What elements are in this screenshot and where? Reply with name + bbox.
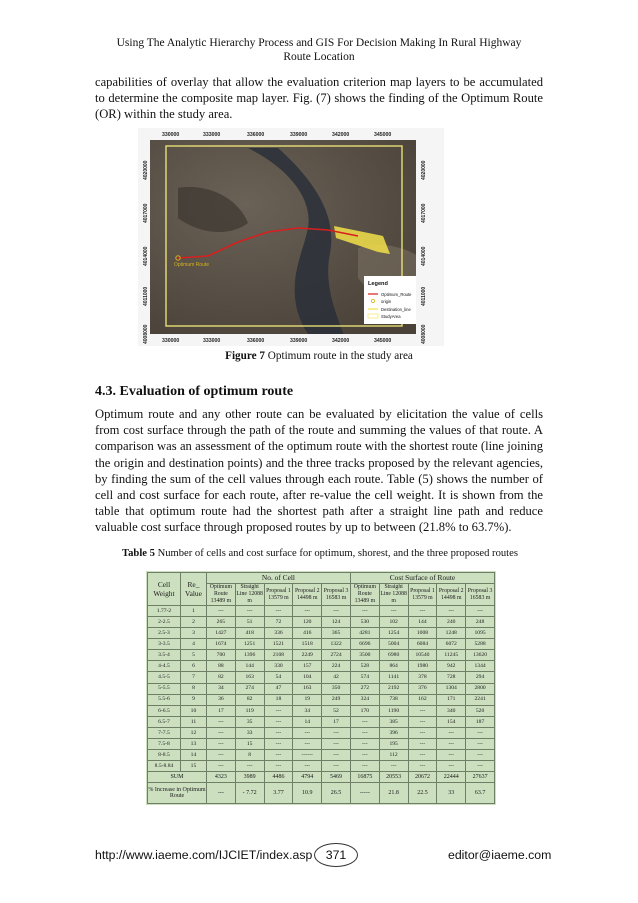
increase-cell: 21.8 <box>379 783 408 804</box>
table-cell: 6696 <box>350 639 379 650</box>
table-cell: 119 <box>235 705 264 716</box>
table-cell: 6084 <box>408 639 437 650</box>
table-cell: --- <box>350 761 379 772</box>
table-cell: 942 <box>437 661 466 672</box>
table-cell: 2241 <box>466 694 495 705</box>
table-cell: 6980 <box>379 650 408 661</box>
table-cell: 14 <box>293 716 322 727</box>
table-cell: --- <box>206 750 235 761</box>
table-cell: 82 <box>206 672 235 683</box>
table-cell: --- <box>264 606 293 617</box>
table-cell: 163 <box>235 672 264 683</box>
table-5-caption <box>85 548 555 559</box>
table-cell: --- <box>322 606 351 617</box>
map-x-tick: 330000 <box>162 338 180 344</box>
table-cell: 1190 <box>379 705 408 716</box>
legend-item: Optimum_Route <box>381 292 412 297</box>
map-legend <box>364 276 416 324</box>
sum-cell: 4794 <box>293 772 322 783</box>
table-cell: 8.5-8.84 <box>148 761 181 772</box>
table-cell: --- <box>437 761 466 772</box>
table-cell: 11 <box>180 716 206 727</box>
map-y-tick: 4011000 <box>421 286 427 306</box>
table-cell: 6.5-7 <box>148 716 181 727</box>
table-cell: 157 <box>293 661 322 672</box>
col-header-re-value: Re_ Value <box>180 573 206 606</box>
group-header-no-of-cell: No. of Cell <box>206 573 350 584</box>
table-cell: --- <box>350 750 379 761</box>
table-cell: 14 <box>180 750 206 761</box>
table-cell: --- <box>379 606 408 617</box>
table-row <box>148 639 495 650</box>
table-sum-row <box>148 772 495 783</box>
map-y-tick: 4008000 <box>143 324 149 344</box>
table-cell: --- <box>408 606 437 617</box>
table-cell: --- <box>379 761 408 772</box>
table-cell: 350 <box>322 683 351 694</box>
table-cell: 365 <box>322 628 351 639</box>
map-x-tick: 342000 <box>332 132 350 138</box>
col-header: Optimum Route 13489 m <box>350 584 379 606</box>
table-cell: 162 <box>408 694 437 705</box>
col-header: Proposal 3 16583 m <box>322 584 351 606</box>
table-cell: 5-5.5 <box>148 683 181 694</box>
table-cell: 13620 <box>466 650 495 661</box>
table-row <box>148 661 495 672</box>
increase-label: % Increase in Optimum Route <box>148 783 207 804</box>
table-cell: 36 <box>206 694 235 705</box>
table-cell: 1396 <box>235 650 264 661</box>
table-cell: 187 <box>466 716 495 727</box>
table-cell: 11245 <box>437 650 466 661</box>
table-cell: 15 <box>180 761 206 772</box>
table-cell: 272 <box>350 683 379 694</box>
table-cell: 530 <box>350 617 379 628</box>
table-cell: 2 <box>180 617 206 628</box>
table-cell: --- <box>466 727 495 738</box>
table-cell: 7.5-8 <box>148 738 181 749</box>
table-cell: --- <box>264 750 293 761</box>
table-cell: 8 <box>180 683 206 694</box>
sum-cell: 3989 <box>235 772 264 783</box>
table-cell: 336 <box>264 628 293 639</box>
table-cell: 249 <box>322 694 351 705</box>
table-cell: 1322 <box>322 639 351 650</box>
figure-7-caption-text: Optimum route in the study area <box>265 350 413 362</box>
increase-cell: 26.5 <box>322 783 351 804</box>
table-cell: 2724 <box>322 650 351 661</box>
table-cell: --- <box>206 727 235 738</box>
table-row <box>148 761 495 772</box>
table-cell: 6-6.5 <box>148 705 181 716</box>
table-cell: --- <box>264 738 293 749</box>
table-cell: 82 <box>235 694 264 705</box>
table-cell: 324 <box>350 694 379 705</box>
table-cell: 2192 <box>379 683 408 694</box>
table-cell: --- <box>437 606 466 617</box>
sum-cell: 16875 <box>350 772 379 783</box>
table-cell: 2800 <box>466 683 495 694</box>
map-x-tick: 330000 <box>162 132 180 138</box>
table-cell: 1 <box>180 606 206 617</box>
table-cell: --- <box>206 716 235 727</box>
table-5-grid <box>147 572 495 804</box>
map-x-tick: 345000 <box>374 338 392 344</box>
table-cell: 8 <box>235 750 264 761</box>
table-cell: 35 <box>235 716 264 727</box>
table-cell: 2-2.5 <box>148 617 181 628</box>
table-5-body <box>148 606 495 804</box>
table-cell: 700 <box>206 650 235 661</box>
table-cell: 5288 <box>466 639 495 650</box>
sum-cell: 20553 <box>379 772 408 783</box>
table-cell: 13 <box>180 738 206 749</box>
col-header: Proposal 1 13579 m <box>408 584 437 606</box>
table-cell: --- <box>408 705 437 716</box>
table-cell: 102 <box>379 617 408 628</box>
table-cell: --- <box>350 738 379 749</box>
map-x-tick: 336000 <box>247 132 265 138</box>
table-cell: ------ <box>293 750 322 761</box>
table-cell: --- <box>293 606 322 617</box>
table-cell: --- <box>206 606 235 617</box>
table-cell: 4281 <box>350 628 379 639</box>
table-cell: 1304 <box>437 683 466 694</box>
table-cell: --- <box>322 761 351 772</box>
table-cell: 6 <box>180 661 206 672</box>
increase-cell: 22.5 <box>408 783 437 804</box>
table-cell: 18 <box>264 694 293 705</box>
col-header: Proposal 1 13579 m <box>264 584 293 606</box>
figure-7-label: Figure 7 <box>225 350 265 362</box>
table-cell: --- <box>408 761 437 772</box>
running-header-line-1: Using The Analytic Hierarchy Process and GIS For Decision Making In Rural Highway <box>116 37 522 49</box>
table-cell: 3 <box>180 628 206 639</box>
map-x-tick: 339000 <box>290 132 308 138</box>
map-y-tick: 4008000 <box>421 324 427 344</box>
legend-item: StudyArea <box>381 314 401 319</box>
table-cell: --- <box>293 727 322 738</box>
table-cell: 1095 <box>466 628 495 639</box>
table-cell: --- <box>437 750 466 761</box>
table-cell: 9 <box>180 694 206 705</box>
sum-cell: 4323 <box>206 772 235 783</box>
table-row <box>148 683 495 694</box>
table-cell: 5.5-6 <box>148 694 181 705</box>
table-row <box>148 727 495 738</box>
table-cell: 418 <box>235 628 264 639</box>
col-header: Proposal 3 16583 m <box>466 584 495 606</box>
table-cell: --- <box>408 727 437 738</box>
map-y-tick: 4020000 <box>143 160 149 180</box>
sum-label: SUM <box>148 772 207 783</box>
table-cell: 124 <box>322 617 351 628</box>
table-cell: 240 <box>437 617 466 628</box>
increase-cell: 33 <box>437 783 466 804</box>
footer-email: editor@iaeme.com <box>448 848 552 862</box>
table-cell: --- <box>322 750 351 761</box>
table-row <box>148 694 495 705</box>
table-cell: 274 <box>235 683 264 694</box>
section-heading: 4.3. Evaluation of optimum route <box>95 384 294 399</box>
table-row <box>148 716 495 727</box>
legend-item: origin <box>381 299 392 304</box>
table-cell: 72 <box>264 617 293 628</box>
table-cell: --- <box>350 716 379 727</box>
table-cell: --- <box>322 727 351 738</box>
table-cell: 3-3.5 <box>148 639 181 650</box>
table-cell: 528 <box>350 661 379 672</box>
table-cell: 574 <box>350 672 379 683</box>
table-cell: 7 <box>180 672 206 683</box>
table-cell: 294 <box>466 672 495 683</box>
table-cell: 520 <box>466 705 495 716</box>
table-cell: 52 <box>322 705 351 716</box>
table-cell: --- <box>466 606 495 617</box>
col-header: Straight Line 12088 m <box>236 584 263 604</box>
table-cell: --- <box>206 738 235 749</box>
map-x-tick: 342000 <box>332 338 350 344</box>
table-cell: 47 <box>264 683 293 694</box>
table-cell: --- <box>466 750 495 761</box>
map-y-tick: 4020000 <box>421 160 427 180</box>
table-cell: 340 <box>437 705 466 716</box>
figure-7-map <box>138 128 444 346</box>
col-header: Proposal 2 14498 m <box>293 584 322 606</box>
table-cell: 1427 <box>206 628 235 639</box>
table-cell: 1248 <box>437 628 466 639</box>
table-row <box>148 705 495 716</box>
table-cell: 17 <box>206 705 235 716</box>
table-cell: 1521 <box>264 639 293 650</box>
table-cell: 376 <box>408 683 437 694</box>
table-row <box>148 628 495 639</box>
table-cell: 19 <box>293 694 322 705</box>
table-cell: --- <box>350 727 379 738</box>
table-cell: 112 <box>379 750 408 761</box>
body-paragraph: Optimum route and any other route can be evaluated by elicitation the value of cells from cost surface through the path of the route and summing the values of that route. A comparison was an assessment of the optimum route with the shortest route (line joining the origin and destination points) and the three tracks proposed by the relevant agencies, by finding the sum of the cell values through each route. Table (5) shows the number of cell and cost surface for each route, after re-value the cell weight. It is shown from the table that optimum route had the shortest path after a straight line path and reduce valuable cost surface through proposed routes by up to between (21.8% to 63.7%). <box>95 407 543 535</box>
map-x-tick: 345000 <box>374 132 392 138</box>
sum-cell: 20672 <box>408 772 437 783</box>
table-cell: 42 <box>322 672 351 683</box>
table-row <box>148 750 495 761</box>
table-cell: 416 <box>293 628 322 639</box>
table-cell: --- <box>264 705 293 716</box>
table-cell: 728 <box>437 672 466 683</box>
table-cell: --- <box>264 761 293 772</box>
table-cell: 54 <box>264 672 293 683</box>
table-cell: 385 <box>379 716 408 727</box>
table-cell: 34 <box>293 705 322 716</box>
table-cell: 6072 <box>437 639 466 650</box>
map-y-tick: 4017000 <box>143 203 149 223</box>
legend-item: Destination_line <box>381 307 411 312</box>
table-cell: 144 <box>408 617 437 628</box>
table-cell: 864 <box>379 661 408 672</box>
table-cell: 1251 <box>235 639 264 650</box>
table-cell: 265 <box>206 617 235 628</box>
table-cell: 171 <box>437 694 466 705</box>
footer-url: http://www.iaeme.com/IJCIET/index.asp <box>95 848 313 862</box>
table-cell: 33 <box>235 727 264 738</box>
running-header-line-2: Route Location <box>283 51 355 63</box>
table-row <box>148 606 495 617</box>
table-cell: --- <box>466 738 495 749</box>
table-cell: --- <box>322 738 351 749</box>
table-cell: 2108 <box>264 650 293 661</box>
table-cell: 15 <box>235 738 264 749</box>
table-cell: 88 <box>206 661 235 672</box>
col-header-cell-weight: Cell Weight <box>148 573 181 606</box>
table-row <box>148 650 495 661</box>
table-cell: 104 <box>293 672 322 683</box>
increase-cell: 10.9 <box>293 783 322 804</box>
table-cell: --- <box>408 738 437 749</box>
table-cell: --- <box>350 606 379 617</box>
intro-paragraph: capabilities of overlay that allow the evaluation criterion map layers to be accumulated to determine the composite map layer. Fig. (7) shows the finding of the Optimum Route (OR) within the study area. <box>95 75 543 122</box>
table-cell: 1008 <box>408 628 437 639</box>
table-cell: 4.5-5 <box>148 672 181 683</box>
table-cell: --- <box>437 738 466 749</box>
table-cell: 1674 <box>206 639 235 650</box>
table-increase-row <box>148 783 495 804</box>
table-cell: 163 <box>293 683 322 694</box>
table-cell: 4 <box>180 639 206 650</box>
table-cell: --- <box>466 761 495 772</box>
table-cell: 144 <box>235 661 264 672</box>
table-cell: 154 <box>437 716 466 727</box>
sum-cell: 5469 <box>322 772 351 783</box>
sum-cell: 22444 <box>437 772 466 783</box>
table-row <box>148 672 495 683</box>
sum-cell: 4486 <box>264 772 293 783</box>
table-cell: 34 <box>206 683 235 694</box>
table-cell: 12 <box>180 727 206 738</box>
table-cell: 5004 <box>379 639 408 650</box>
table-cell: 1518 <box>293 639 322 650</box>
running-header <box>60 36 578 64</box>
table-cell: 51 <box>235 617 264 628</box>
increase-cell: --- <box>206 783 235 804</box>
page-number: 371 <box>314 843 358 867</box>
sum-cell: 27637 <box>466 772 495 783</box>
table-5-caption-text: Number of cells and cost surface for optimum, shorest, and the three proposed routes <box>154 548 518 559</box>
table-cell: --- <box>264 727 293 738</box>
map-y-tick: 4014000 <box>421 246 427 266</box>
table-cell: 396 <box>379 727 408 738</box>
table-cell: 1.77-2 <box>148 606 181 617</box>
table-cell: 2249 <box>293 650 322 661</box>
table-row <box>148 738 495 749</box>
increase-cell: ----- <box>350 783 379 804</box>
map-svg <box>138 128 444 346</box>
table-cell: 195 <box>379 738 408 749</box>
table-cell: 2.5-3 <box>148 628 181 639</box>
col-header: Straight Line 12088 m <box>380 584 407 604</box>
table-cell: 1980 <box>408 661 437 672</box>
table-cell: --- <box>235 606 264 617</box>
table-5-label: Table 5 <box>122 548 155 559</box>
col-header: Proposal 2 14498 m <box>437 584 466 606</box>
table-cell: 224 <box>322 661 351 672</box>
table-cell: 7-7.5 <box>148 727 181 738</box>
increase-cell: 3.77 <box>264 783 293 804</box>
table-cell: 17 <box>322 716 351 727</box>
group-header-cost-surface: Cost Surface of Route <box>350 573 494 584</box>
increase-cell: 63.7 <box>466 783 495 804</box>
map-y-tick: 4017000 <box>421 203 427 223</box>
table-cell: --- <box>437 727 466 738</box>
map-x-tick: 336000 <box>247 338 265 344</box>
table-cell: 378 <box>408 672 437 683</box>
map-y-tick: 4011000 <box>143 286 149 306</box>
table-cell: 1344 <box>466 661 495 672</box>
table-cell: 170 <box>350 705 379 716</box>
table-cell: --- <box>293 738 322 749</box>
table-cell: --- <box>235 761 264 772</box>
table-cell: 738 <box>379 694 408 705</box>
table-5 <box>146 571 496 805</box>
table-cell: 3.5-4 <box>148 650 181 661</box>
map-x-tick: 333000 <box>203 132 221 138</box>
table-cell: 1254 <box>379 628 408 639</box>
table-cell: --- <box>206 761 235 772</box>
increase-cell: - 7.72 <box>235 783 264 804</box>
map-x-tick: 339000 <box>290 338 308 344</box>
table-cell: 10540 <box>408 650 437 661</box>
table-cell: --- <box>408 750 437 761</box>
table-cell: --- <box>264 716 293 727</box>
table-cell: 4-4.5 <box>148 661 181 672</box>
table-cell: 3500 <box>350 650 379 661</box>
legend-title: Legend <box>368 281 388 287</box>
table-cell: 10 <box>180 705 206 716</box>
map-y-tick: 4014000 <box>143 246 149 266</box>
table-cell: 1141 <box>379 672 408 683</box>
table-cell: 248 <box>466 617 495 628</box>
col-header: Optimum Route 13489 m <box>206 584 235 606</box>
table-cell: 120 <box>293 617 322 628</box>
table-row <box>148 617 495 628</box>
table-cell: 5 <box>180 650 206 661</box>
table-cell: 330 <box>264 661 293 672</box>
figure-7-caption <box>95 350 543 362</box>
table-cell: 8-8.5 <box>148 750 181 761</box>
map-route-note: Optimum Route <box>174 262 210 268</box>
map-x-tick: 333000 <box>203 338 221 344</box>
table-cell: --- <box>408 716 437 727</box>
table-cell: --- <box>293 761 322 772</box>
